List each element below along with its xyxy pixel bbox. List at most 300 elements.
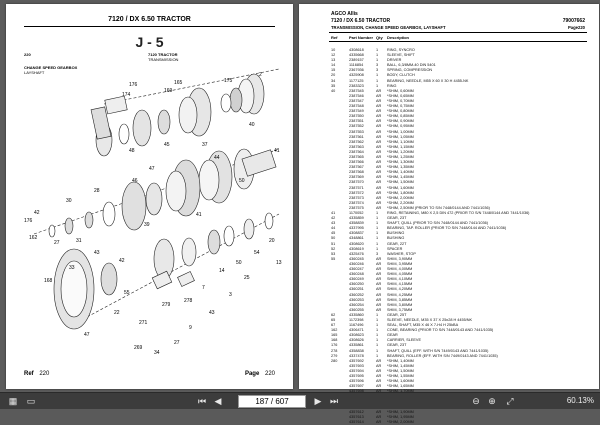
qty-cell: AR [376, 165, 382, 170]
description-cell: BUSHING [387, 236, 405, 241]
qty-cell: 3 [376, 68, 379, 73]
description-cell: GEAR, 25T [387, 312, 407, 317]
description-cell: *SHIM, 1,40MM [387, 170, 414, 175]
next-page-icon[interactable]: ▶ [314, 396, 322, 406]
ref-cell: 176 [331, 343, 338, 348]
ref-cell: 55 [331, 256, 336, 261]
callout-number: 279 [162, 302, 171, 308]
ref-cell: 10 [331, 48, 336, 52]
ref-cell: 279 [331, 353, 338, 358]
first-page-icon[interactable]: ⏮ [197, 396, 207, 406]
description-cell: *SHIM, 1,90MM [387, 409, 414, 414]
description-cell: SHIM, 3,80MM [387, 302, 413, 307]
description-cell: CARRIER, SLEEVE [387, 338, 421, 343]
qty-cell: 1 [376, 323, 379, 328]
part-number-cell: 4337478 [349, 353, 364, 358]
description-cell: BODY, CLUTCH [387, 73, 415, 78]
description-cell: *SHIM, 1,25MM [387, 154, 414, 159]
parts-table [331, 48, 591, 425]
part-number-cell: 2387562 [349, 139, 364, 144]
ref-cell: 41 [331, 211, 336, 215]
qty-cell: 1 [376, 73, 379, 78]
part-number-cell: 4357695 [349, 374, 364, 378]
part-number-cell: 4357697 [349, 384, 364, 389]
qty-cell: AR [376, 272, 382, 277]
description-cell: *SHIM, 0,70MM [387, 98, 414, 103]
part-number-cell: 2387550 [349, 114, 364, 119]
group-subtitle: LAYSHAFT [24, 70, 45, 75]
ref-cell: 14 [331, 63, 336, 68]
qty-cell: AR [376, 282, 382, 287]
description-cell: SHAFT, QUILL (EFF. WITH S/N 7449/0143 AND 7441/1035) [387, 348, 489, 353]
callout-number: 27 [54, 240, 60, 246]
qty-cell: AR [376, 190, 382, 195]
ref-cell: 15 [331, 68, 336, 73]
description-cell: DRIVER [387, 58, 402, 63]
qty-cell: AR [376, 358, 382, 363]
part-number-cell: 4325908 [349, 73, 364, 78]
description-cell: *SHIM, 0,80MM [387, 109, 414, 114]
callout-number: 9 [189, 325, 192, 331]
description-cell: *SHIM, 0,85MM [387, 114, 414, 119]
ref-cell: 65 [331, 317, 336, 322]
part-number-cell: 2387551 [349, 119, 364, 124]
page-header: 7120 / DX 6.50 TRACTOR [108, 16, 191, 23]
callout-number: 34 [154, 350, 160, 356]
callout-number: 14 [219, 268, 225, 274]
qty-cell: AR [376, 180, 382, 185]
description-cell: *SHIM, 1,80MM [387, 190, 414, 195]
description-cell: SHIM, 3,95MM [387, 261, 413, 266]
qty-cell: AR [376, 88, 382, 93]
description-cell: SLEEVE, NEEDLE, M35 X 37 X 25x28 H 4455/NK [387, 317, 473, 322]
part-number-cell: 2387565 [349, 154, 364, 159]
callout-number: 41 [196, 212, 202, 218]
qty-cell: AR [376, 98, 382, 103]
qty-cell: AR [376, 109, 382, 114]
callout-number: 39 [144, 222, 150, 228]
qty-cell: AR [376, 195, 382, 200]
footer-ref-value: 220 [39, 371, 50, 377]
footer-page [245, 371, 275, 377]
tractor-label: 7120 TRACTOR [148, 52, 178, 57]
qty-cell: AR [376, 170, 382, 175]
qty-cell: AR [376, 261, 382, 266]
part-number-cell: 2387574 [349, 200, 364, 205]
page-left [6, 4, 293, 389]
callout-number: 176 [24, 218, 33, 224]
callout-number: 54 [254, 250, 260, 256]
part-number-cell: 4360252 [349, 292, 364, 297]
qty-cell: 1 [376, 246, 379, 251]
qty-cell: AR [376, 302, 382, 307]
callout-number: 25 [244, 275, 250, 281]
prev-page-icon[interactable]: ◀ [214, 396, 222, 406]
part-number-cell: 2367936 [349, 68, 364, 73]
description-cell: *SHIM, 1,60MM [387, 379, 414, 384]
description-cell: GEAR, 23T [387, 343, 407, 348]
view-mode-icon[interactable]: ▦ [8, 396, 18, 406]
ref-cell: 13 [331, 58, 336, 63]
qty-cell: 1 [376, 312, 379, 317]
description-cell: SPRING, COMPRESSION [387, 68, 433, 73]
qty-cell: AR [376, 114, 382, 119]
description-cell: GEAR, 22T [387, 241, 407, 246]
callout-number: 50 [239, 178, 245, 184]
qty-cell: 1 [376, 53, 379, 58]
callout-number: 46 [132, 178, 138, 184]
part-number-cell: 2383323 [349, 83, 364, 88]
description-cell: *SHIM, 1,05MM [387, 134, 414, 139]
qty-cell: 1 [376, 353, 379, 358]
exploded-view-diagram [14, 74, 284, 364]
description-cell: BEARING, TAP. ROLLER (PRIOR TO S/N 7448/0144 AND 7441/1036) [387, 226, 507, 231]
col-ref: Ref [331, 35, 338, 40]
ref-cell: 20 [331, 73, 336, 78]
description-cell: WASHER, STOP [387, 251, 416, 256]
qty-cell: 1 [376, 221, 379, 226]
qty-cell: AR [376, 368, 382, 373]
part-number-cell: 4360246 [349, 261, 364, 266]
part-number-cell: 4357696 [349, 379, 364, 384]
part-number-cell: 2387571 [349, 185, 364, 190]
callout-number: 43 [94, 250, 100, 256]
description-cell: BEARING, NEEDLE, M55 X 60 X 30 H 4455-NK [387, 78, 469, 83]
callout-number: 168 [44, 278, 53, 284]
page-number-input[interactable]: 187 / 607 [238, 395, 306, 408]
description-cell: *SHIM, 2,00MM [387, 419, 414, 424]
part-number-cell: 4360247 [349, 267, 364, 272]
part-number-cell: 4357613 [349, 414, 364, 419]
part-number-cell: 4335859 [349, 216, 364, 221]
description-cell: SHIM, 3,75MM [387, 307, 413, 312]
last-page-icon[interactable]: ⏭ [329, 396, 339, 406]
description-cell: SHIM, 4,05MM [387, 272, 413, 277]
part-number-cell: 4308620 [349, 241, 364, 246]
qty-cell: AR [376, 144, 382, 149]
ref-cell: 43 [331, 221, 336, 226]
part-number-cell: 2387568 [349, 170, 364, 175]
group-title: CHANGE SPEED GEARBOX [24, 65, 78, 70]
callout-number: 47 [149, 166, 155, 172]
description-cell: GEAR [387, 333, 398, 338]
description-cell: GEAR, 23T [387, 216, 407, 221]
qty-cell: 1 [376, 78, 379, 83]
qty-cell: AR [376, 205, 382, 210]
callout-number: 41 [274, 148, 280, 154]
part-number-cell: 4357694 [349, 368, 364, 373]
part-number-cell: 4308623 [349, 333, 364, 338]
description-cell: SHIM, 4,20MM [387, 287, 413, 292]
qty-cell: AR [376, 414, 382, 419]
part-number-cell: 4360248 [349, 272, 364, 277]
qty-cell: 1 [376, 338, 379, 343]
header-rule [24, 26, 275, 27]
ref-cell: 35 [331, 83, 336, 88]
ref-cell: 51 [331, 241, 336, 246]
part-number-cell: 4348861 [349, 236, 364, 241]
callout-number: 271 [139, 320, 148, 326]
footer-page-label: Page [244, 371, 260, 377]
part-number-cell: 2387548 [349, 104, 364, 109]
description-cell: BEARING, ROLLER (EFF. WITH S/N 7449/0143 AND 7441/1035) [387, 353, 498, 358]
col-desc: Description [387, 35, 410, 40]
description-cell: RING [387, 83, 397, 88]
part-number-cell: 4337995 [349, 226, 364, 231]
qty-cell: AR [376, 379, 382, 384]
qty-cell: 3 [376, 63, 379, 68]
callout-number: 175 [224, 78, 233, 84]
qty-cell: AR [376, 419, 382, 424]
description-cell: *SHIM, 1,55MM [387, 374, 414, 378]
callout-number: 169 [164, 88, 173, 94]
qty-cell: AR [376, 292, 382, 297]
transmission-label: TRANSMISSION [148, 57, 179, 62]
qty-cell: 1 [376, 58, 379, 63]
description-cell: CONE, BEARING (PRIOR TO S/N 7448/0143 AND 7441/1035) [387, 328, 494, 333]
ref-cell: 162 [331, 328, 338, 333]
description-cell: *SHIM, 1,50MM [387, 180, 414, 185]
callout-number: 30 [66, 198, 72, 204]
qty-cell: AR [376, 134, 382, 139]
part-number-cell: 4306471 [349, 328, 364, 333]
callout-number: 33 [69, 265, 75, 271]
qty-cell: 1 [376, 343, 379, 348]
qty-cell: AR [376, 160, 382, 165]
ref-cell: 53 [331, 251, 336, 256]
callout-number: 176 [129, 82, 138, 88]
footer-ref-label: Ref [24, 371, 34, 377]
part-number-cell: 4360251 [349, 287, 364, 292]
qty-cell: 1 [376, 231, 379, 236]
description-cell: SEAL, SHAFT, M35 X 46 X 7-H4 H 25kBA [387, 323, 459, 328]
zoom-in-icon[interactable]: ⊕ [488, 396, 496, 406]
ref-cell: 44 [331, 226, 336, 231]
description-cell: *SHIM, 1,00MM [387, 129, 414, 134]
zoom-fit-icon[interactable]: ⤢ [506, 396, 514, 406]
qty-cell: 1 [376, 83, 379, 88]
part-number-cell: 4335668 [349, 53, 364, 58]
header-rule-right [329, 32, 587, 33]
callout-number: 40 [249, 122, 255, 128]
callout-number: 55 [124, 290, 130, 296]
description-cell: *SHIM, 2,00MM [387, 195, 414, 200]
qty-cell: 1 [376, 333, 379, 338]
description-cell: SHIM, 4,10MM [387, 277, 413, 282]
part-number-cell: 2387546 [349, 93, 364, 98]
description-cell: *SHIM, 1,50MM [387, 368, 414, 373]
ref-cell: 280 [331, 358, 338, 363]
part-number-cell: 2387553 [349, 129, 364, 134]
part-number-cell: 2387569 [349, 175, 364, 180]
part-number-cell: 4360250 [349, 282, 364, 287]
part-number-cell: 2387566 [349, 160, 364, 165]
part-number-cell: 2387545 [349, 88, 364, 93]
description-cell: *SHIM, 2,50MM (PRIOR TO S/N 7448/0144 AND 7441/1036) [387, 205, 490, 210]
ref-cell: 42 [331, 216, 336, 221]
description-cell: *SHIM, 0,75MM [387, 104, 414, 109]
part-number-cell: 4308837 [349, 231, 364, 236]
description-cell: *SHIM, 1,60MM [387, 185, 414, 190]
qty-cell: AR [376, 124, 382, 129]
ref-cell: 67 [331, 323, 336, 328]
callout-number: 20 [269, 238, 275, 244]
doc-code: 79007662 [562, 18, 585, 24]
qty-cell: 1 [376, 328, 379, 333]
description-cell: *SHIM, 0,90MM [387, 119, 414, 124]
description-cell: SHIM, 3,85MM [387, 297, 413, 302]
callout-number: 269 [134, 345, 143, 351]
qty-cell: 1 [376, 317, 379, 322]
callout-number: 50 [236, 260, 242, 266]
callout-number: 278 [184, 298, 193, 304]
qty-cell: AR [376, 363, 382, 368]
callout-number: 47 [84, 332, 90, 338]
callout-number: 28 [94, 188, 100, 194]
callout-number: 43 [209, 310, 215, 316]
ref-cell: 278 [331, 348, 338, 353]
table-row [331, 420, 591, 425]
qty-cell: AR [376, 175, 382, 180]
callout-number: 27 [174, 340, 180, 346]
part-number-cell: 2387572 [349, 190, 364, 195]
description-cell: *SHIM, 1,95MM [387, 414, 414, 419]
qty-cell: AR [376, 93, 382, 98]
part-number-cell: 4358839 [349, 221, 364, 226]
qty-cell: AR [376, 287, 382, 292]
part-number-cell: 1172398 [349, 317, 364, 322]
description-cell: RING, RETAINING, M80 X 2,5 DIN 472 (PRIOR TO S/N 7448/0144 AND 7441/1036) [387, 211, 530, 215]
brand: AGCO Allis [331, 11, 358, 17]
ref-cell: 12 [331, 53, 336, 58]
qty-cell: AR [376, 409, 382, 414]
qty-cell: 1 [376, 216, 379, 221]
callout-number: 44 [214, 155, 220, 161]
description-cell: SHIM, 4,15MM [387, 282, 413, 287]
qty-cell: 1 [376, 348, 379, 353]
part-number-cell: 4357692 [349, 358, 364, 363]
part-number-cell: 2387564 [349, 149, 364, 154]
part-number-cell: 2387573 [349, 195, 364, 200]
zoom-out-icon[interactable]: ⊖ [472, 396, 480, 406]
part-number-cell: 4335860 [349, 312, 364, 317]
section-label: J - 5 [135, 34, 164, 50]
footer-page-value: 220 [264, 371, 275, 377]
col-qty: Qty [376, 35, 383, 40]
qty-cell: AR [376, 267, 382, 272]
callout-number: 13 [276, 260, 282, 266]
part-number-cell: 4360254 [349, 302, 364, 307]
part-number-cell: 4308618 [349, 48, 364, 52]
part-number-cell: 4357614 [349, 419, 364, 424]
description-cell: *SHIM, 1,45MM [387, 175, 414, 180]
qty-cell: AR [376, 154, 382, 159]
qty-cell: AR [376, 200, 382, 205]
col-part: Part Number [349, 35, 374, 40]
qty-cell: AR [376, 384, 382, 389]
description-cell: *SHIM, 2,20MM [387, 200, 414, 205]
description-cell: SPACER [387, 246, 403, 251]
part-number-cell: 2387547 [349, 98, 364, 103]
qty-cell: 1 [376, 48, 379, 52]
ref-cell: 52 [331, 246, 336, 251]
part-number-cell: 2387563 [349, 144, 364, 149]
part-number-cell: 4358838 [349, 348, 364, 353]
description-cell: *SHIM, 1,45MM [387, 363, 414, 368]
qty-cell: AR [376, 277, 382, 282]
section-path: TRANSMISSION, CHANGE SPEED GEARBOX, LAYSHAFT [331, 25, 446, 30]
fit-page-icon[interactable]: ▭ [26, 396, 36, 406]
qty-cell: AR [376, 149, 382, 154]
description-cell: *SHIM, 1,20MM [387, 149, 414, 154]
ref-cell: 168 [331, 338, 338, 343]
qty-cell: AR [376, 374, 382, 378]
description-cell: *SHIM, 1,40MM [387, 358, 414, 363]
description-cell: SLEEVE, SHIFT [387, 53, 415, 58]
footer-ref [24, 371, 49, 377]
description-cell: *SHIM, 1,35MM [387, 165, 414, 170]
qty-cell: 1 [376, 241, 379, 246]
part-number-cell: 4335861 [349, 343, 364, 348]
callout-number: 42 [34, 210, 40, 216]
part-number-cell: 1177125 [349, 78, 364, 83]
part-number-cell: 2387567 [349, 165, 364, 170]
description-cell: BALL, 6,3/8MM-40 DIN 5401 [387, 63, 436, 68]
ref-cell: 165 [331, 333, 338, 338]
callout-number: 2 [259, 72, 262, 78]
qty-cell: 1 [376, 211, 379, 215]
callout-number: 162 [29, 235, 38, 241]
qty-cell: 1 [376, 236, 379, 241]
qty-cell: AR [376, 139, 382, 144]
callout-number: 3 [229, 292, 232, 298]
part-number-cell: 2387561 [349, 134, 364, 139]
qty-cell: AR [376, 119, 382, 124]
qty-cell: 3 [376, 251, 379, 256]
description-cell: BUSHING [387, 231, 405, 236]
part-number-cell: 1170052 [349, 211, 364, 215]
qty-cell: AR [376, 307, 382, 312]
callout-number: 37 [202, 142, 208, 148]
part-number-cell: 4325476 [349, 251, 364, 256]
ref-cell: 45 [331, 231, 336, 236]
qty-cell: AR [376, 297, 382, 302]
qty-cell: 1 [376, 226, 379, 231]
description-cell: SHIM, 4,25MM [387, 292, 413, 297]
ref-cell: 34 [331, 78, 336, 83]
part-number-cell: 4360245 [349, 256, 364, 261]
description-cell: SHIM, 4,00MM [387, 267, 413, 272]
part-number-cell: 2387549 [349, 109, 364, 114]
part-number-cell: 4360253 [349, 297, 364, 302]
description-cell: SHAFT, QUILL (PRIOR TO S/N 7448/0144 AND 7441/1036) [387, 221, 489, 226]
part-number-cell: 4357612 [349, 409, 364, 414]
description-cell: *SHIM, 0,60MM [387, 88, 414, 93]
callout-number: 31 [76, 238, 82, 244]
description-cell: *SHIM, 0,95MM [387, 124, 414, 129]
part-number-cell: 1116854 [349, 63, 364, 68]
qty-cell: AR [376, 129, 382, 134]
part-number-cell: 2387575 [349, 205, 364, 210]
part-number-cell: 4360249 [349, 277, 364, 282]
part-number-cell: 2387570 [349, 180, 364, 185]
description-cell: *SHIM, 1,30MM [387, 160, 414, 165]
callout-number: 165 [174, 80, 183, 86]
qty-cell: AR [376, 256, 382, 261]
part-number-cell: 4360255 [349, 307, 364, 312]
description-cell: *SHIM, 1,65MM [387, 384, 414, 389]
ref-cell: 40 [331, 88, 336, 93]
